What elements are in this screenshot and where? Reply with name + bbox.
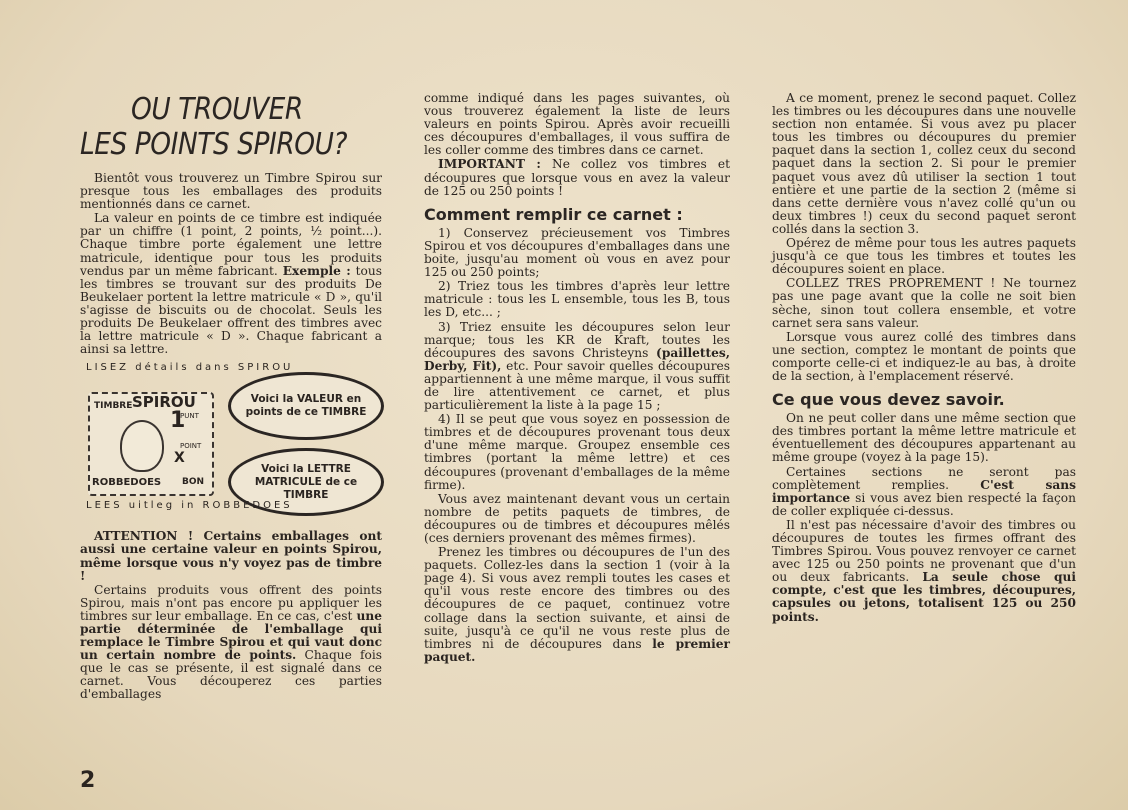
manufacturers-paragraph: [772, 519, 1076, 624]
column-1: [80, 172, 382, 703]
important-paragraph: [424, 158, 730, 197]
bold-text: La seule chose qui compte, c'est que les timbres, découpures, capsules ou jetons, totalisent 125 ou 250 points.: [772, 570, 1076, 624]
stamp-illustration: [80, 362, 382, 526]
section-heading-fill: Comment remplir ce carnet :: [424, 204, 683, 224]
stamp-punt-label: PUNT: [180, 412, 199, 421]
stamp-value: 1: [170, 408, 186, 434]
page-title: [80, 92, 349, 162]
repeat-paragraph: Opérez de même pour tous les autres paquets jusqu'à ce que tous les timbres et toutes les découpures soient en place.: [772, 236, 1076, 277]
step-1: 1) Conservez précieusement vos Timbres Spirou et vos découpures d'emballages dans une boite, jusqu'au moment où vous en avez pour 125 ou 250 points;: [424, 225, 730, 280]
bold-text: le premier paquet.: [424, 636, 730, 664]
bold-text: Exemple :: [282, 263, 351, 278]
text: si vous avez bien respecté la façon de coller expliquée ci-dessus.: [772, 490, 1076, 518]
stamp-timbre-label: TIMBRE: [94, 401, 133, 412]
text: etc. Pour savoir quelles découpures appartiennent à une même marque, il vous suffit de lire attentivement ce carnet, et plus particulièrement la liste à la page 15 ;: [424, 358, 730, 413]
text: Chaque fois que le cas se présente, il est signalé dans ce carnet. Vous découperez ces parties d'emballages: [80, 648, 382, 702]
bold-text: (paillettes, Derby, Fit),: [424, 345, 730, 373]
collage-paragraph: [424, 546, 730, 664]
second-packet-paragraph: A ce moment, prenez le second paquet. Collez les timbres ou les découpures dans une nouvelle section non entamée. Si vous avez pu placer tous les timbres ou découpures du premier paquet dans la section 1, collez ceux du second paquet dans la section 2. Si pour le premier paquet vous avez dû utiliser la section 1 tout entière et une partie de la section 2 (même si dans cette dernière vous n'avez collé qu'un ou deux timbres !) ceux du second paquet seront collés dans la section 3.: [772, 91, 1076, 236]
text: Ne collez vos timbres et découpures que lorsque vous en avez la valeur de 125 ou 250 points !: [424, 157, 730, 198]
text: Prenez les timbres ou découpures de l'un des paquets. Collez-les dans la section 1 (voir à la page 4). Si vous avez rempli toutes les cases et qu'il vous reste encore des timbres ou des découpures de ce paquet, continuez votre collage dans la section suivante, et ainsi de suite, jusqu'à ce qu'il ne vous reste plus de timbres ni de découpures dans: [424, 545, 730, 651]
packets-paragraph: Vous avez maintenant devant vous un certain nombre de petits paquets de timbres, de découpures ou de timbres et découpures mêlés (ces derniers provenant des mêmes firmes).: [424, 491, 730, 545]
section-heading-know: Ce que vous devez savoir.: [772, 390, 1005, 410]
spirou-face-icon: [120, 420, 164, 472]
stamp-point-label: POINT: [180, 442, 202, 451]
rule-paragraph: On ne peut coller dans une même section que des timbres portant la même lettre matricule et éventuellement des découpures appartenant au même groupe (voyez à la page 15).: [772, 411, 1076, 465]
bold-text: une partie déterminée de l'emballage qui remplace le Timbre Spirou et qui vaut donc un certain nombre de points.: [80, 608, 382, 663]
bold-text: ATTENTION ! Certains emballages ont aussi une certaine valeur en points Spirou, même lorsque vous n'y voyez pas de timbre !: [80, 529, 382, 583]
count-paragraph: Lorsque vous aurez collé des timbres dans une section, comptez le montant de points que comporte celle-ci et indiquez-le au bas, à droite de la section, à l'emplacement réservé.: [772, 329, 1076, 383]
text: Il n'est pas nécessaire d'avoir des timbres ou découpures de toutes les firmes offrant des Timbres Spirou. Vous pouvez renvoyer ce carnet avec 125 ou 250 points ne provenant que d'un ou deux fabricants.: [772, 517, 1076, 585]
continued-paragraph: comme indiqué dans les pages suivantes, où vous trouverez également la liste de leurs valeurs en points Spirou. Après avoir recueilli ces découpures d'emballages, il vous suffira de les coller comme des timbres dans ce carnet.: [424, 91, 730, 158]
lees-caption: LEES uitleg in ROBBEDOES: [86, 500, 293, 512]
letter-speech-bubble: Voici la LETTRE MATRICULE de ce TIMBRE: [228, 448, 384, 516]
step-2: 2) Triez tous les timbres d'après leur lettre matricule : tous les L ensemble, tous les B, tous les D, etc... ;: [424, 279, 730, 320]
sections-paragraph: [772, 466, 1076, 518]
stamp-letter: X: [174, 450, 185, 467]
attention-paragraph: [80, 530, 382, 582]
text: Certaines sections ne seront pas complètement remplies.: [772, 464, 1076, 492]
column-3: [772, 92, 1076, 625]
bold-text: C'est sans importance: [772, 477, 1076, 505]
title-line-2: LES POINTS SPIROU?: [80, 127, 348, 162]
text: tous les timbres se trouvant sur des produits De Beukelaer portent la lettre matricule « D », qu'il s'agisse de biscuits ou de chocolat. Seuls les produits De Beukelaer offrent des timbres avec la lettre matricule « D ». Chaque fabricant a ainsi sa lettre.: [80, 263, 382, 357]
text: La valeur en points de ce timbre est indiquée par un chiffre (1 point, 2 points, ½ point...). Chaque timbre porte également une lettre matricule, identique pour tous les produits vendus par un même fabricant.: [80, 211, 382, 278]
column-2: [424, 92, 730, 665]
page-number: 2: [80, 768, 96, 793]
title-line-1: OU TROUVER: [131, 92, 303, 127]
text: 3) Triez ensuite les découpures selon leur marque; tous les KR de Kraft, toutes les découpures des savons Christeyns: [424, 319, 730, 360]
clean-paragraph: COLLEZ TRES PROPREMENT ! Ne tournez pas une page avant que la colle ne soit bien sèche, sinon tout collera ensemble, et votre carnet sera sans valeur.: [772, 276, 1076, 330]
text: Certains produits vous offrent des points Spirou, mais n'ont pas encore pu appliquer les timbres sur leur emballage. En ce cas, c'est: [80, 582, 382, 623]
lisez-caption: LISEZ détails dans SPIROU: [86, 362, 294, 374]
spirou-stamp: [88, 392, 214, 496]
packaging-paragraph: [80, 584, 382, 702]
stamp-robbedoes-label: ROBBEDOES: [92, 477, 162, 489]
value-paragraph: [80, 212, 382, 356]
bold-text: IMPORTANT :: [438, 157, 541, 172]
value-speech-bubble: Voici la VALEUR en points de ce TIMBRE: [228, 372, 384, 440]
intro-paragraph: Bientôt vous trouverez un Timbre Spirou sur presque tous les emballages des produits mentionnés dans ce carnet.: [80, 171, 382, 212]
stamp-bon-label: BON: [182, 477, 205, 488]
stamp-spirou-label: SPIROU: [132, 393, 196, 412]
step-3: [424, 321, 730, 413]
step-4: 4) Il se peut que vous soyez en possession de timbres et de découpures provenant tous deux d'une même marque. Groupez ensemble ces timbres (portant la même lettre) et ces découpures (provenant d'emballages de la même firme).: [424, 412, 730, 492]
